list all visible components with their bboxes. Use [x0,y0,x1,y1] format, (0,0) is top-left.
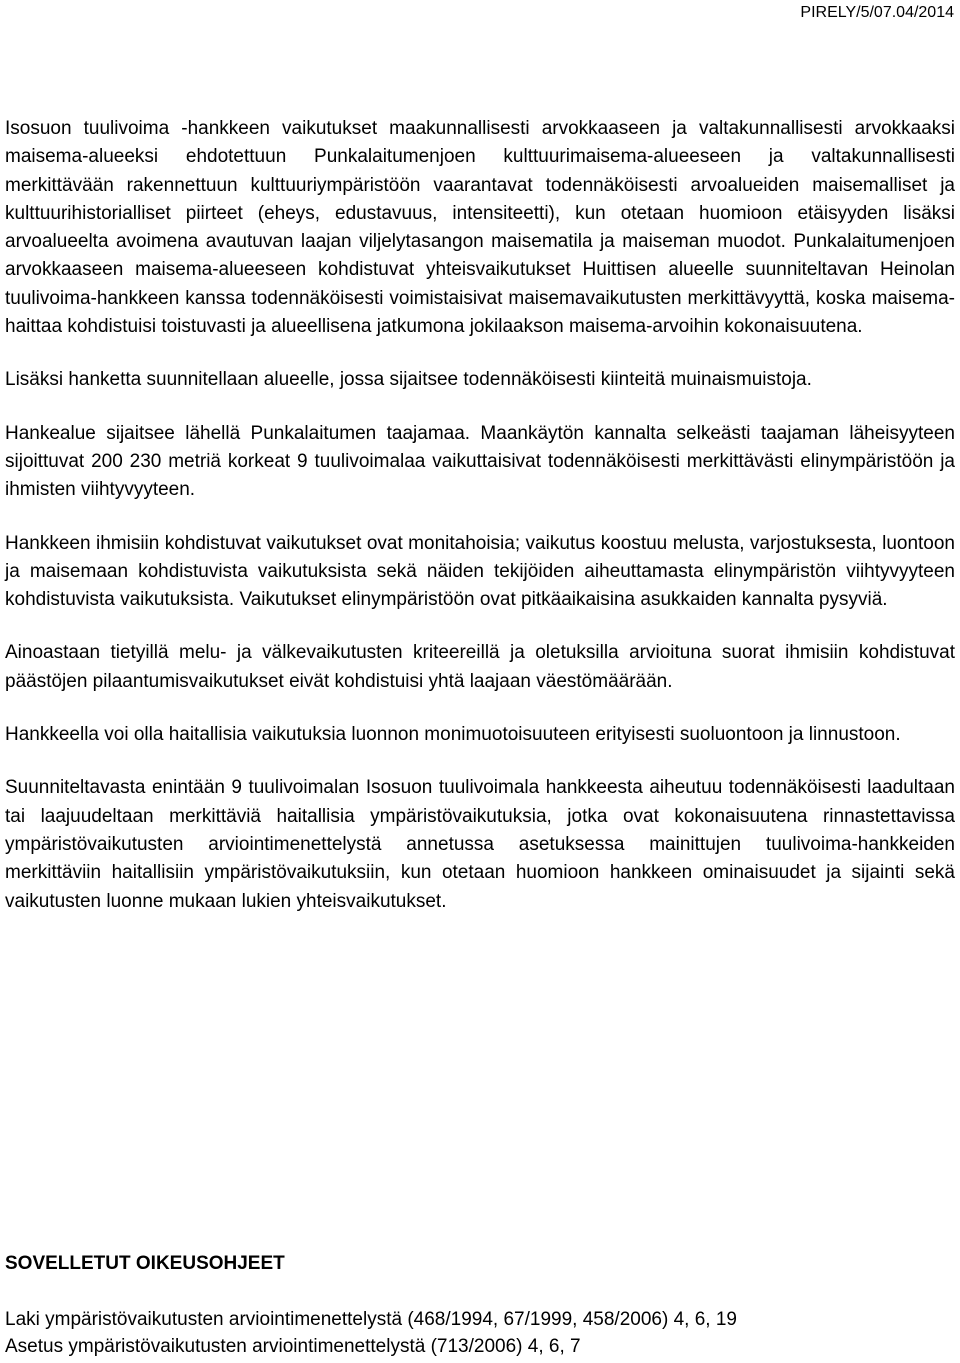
section-heading: SOVELLETUT OIKEUSOHJEET [5,1253,285,1274]
paragraph-antiquities: Lisäksi hanketta suunnitellaan alueelle, jossa sijaitsee todennäköisesti kiinteitä muinaismuistoja. [5,369,812,391]
legal-reference-item: Laki ympäristövaikutusten arviointimenettelystä (468/1994, 67/1999, 458/2006) 4, 6, 19 [5,1309,737,1330]
paragraph-landscape-impacts: Isosuon tuulivoima -hankkeen vaikutukset maakunnallisesti arvokkaaseen ja valtakunnallisesti arvokkaaksi maisema-alueeksi ehdotettuun Punkalaitumenjoen kulttuurimaisema-alueeseen ja valtakunnallisesti merkittävään rakennettuun kulttuuriympäristöön vaarantavat todennäköisesti arvoalueiden maisemalliset ja kulttuurihistorialliset piirteet (eheys, edustavuus, intensiteetti), kun otetaan huomioon etäisyyden lisäksi arvoalueelta avoimena avautuvan laajan viljelytasangon maisematila ja maiseman muodot. Punkalaitumenjoen arvokkaaseen maisema-alueeseen kohdistuvat yhteisvaikutukset Huittisen alueelle suunniteltavan Heinolan tuulivoima-hankkeen kanssa todennäköisesti voimistaisivat maisemavaikutusten merkittävyyttä, koska maisema-haittaa kohdistuisi toistuvasti ja alueellisena jatkumona jokilaakson maisema-arvoihin kokonaisuutena. [5,118,955,338]
document-reference: PIRELY/5/07.04/2014 [800,4,954,21]
paragraph-biodiversity: Hankkeella voi olla haitallisia vaikutuksia luonnon monimuotoisuuteen erityisesti suoluontoon ja linnustoon. [5,724,901,746]
paragraph-noise-flicker: Ainoastaan tietyillä melu- ja välkevaikutusten kriteereillä ja oletuksilla arvioituna suorat ihmisiin kohdistuvat päästöjen pilaantumisvaikutukset eivät kohdistuisi yhtä laajaan väestömäärään. [5,642,955,692]
paragraph-human-impacts: Hankkeen ihmisiin kohdistuvat vaikutukset ovat monitahoisia; vaikutus koostuu melusta, varjostuksesta, luontoon ja maisemaan kohdistuvista vaikutuksista sekä näiden tekijöiden aiheuttamasta elinympäristön viihtyvyyteen kohdistuvista vaikutuksista. Vaikutukset elinympäristöön ovat pitkäaikaisina asukkaiden kannalta pysyviä. [5,532,955,611]
legal-reference-item: Asetus ympäristövaikutusten arviointimenettelystä (713/2006) 4, 6, 7 [5,1336,581,1357]
document-body [5,115,955,916]
paragraph-conclusion: Suunniteltavasta enintään 9 tuulivoimalan Isosuon tuulivoimala hankkeesta aiheutuu todennäköisesti laadultaan tai laajuudeltaan merkittäviä haitallisia ympäristövaikutuksia, jotka ovat kokonaisuutena rinnastettavissa ympäristövaikutusten arviointimenettelystä annetussa asetuksessa mainittujen tuulivoima-hankkeiden merkittäviin haitallisiin ympäristövaikutuksiin, kun otetaan huomioon hankkeen ominaisuudet ja sijainti sekä vaikutusten luonne mukaan lukien yhteisvaikutukset. [5,777,955,912]
paragraph-project-location: Hankealue sijaitsee lähellä Punkalaitumen taajamaa. Maankäytön kannalta selkeästi taajaman läheisyyteen sijoittuvat 200 230 metriä korkeat 9 tuulivoimalaa vaikuttaisivat todennäköisesti merkittävästi elinympäristöön ja ihmisten viihtyvyyteen. [5,422,955,501]
legal-references-list [5,1306,955,1360]
